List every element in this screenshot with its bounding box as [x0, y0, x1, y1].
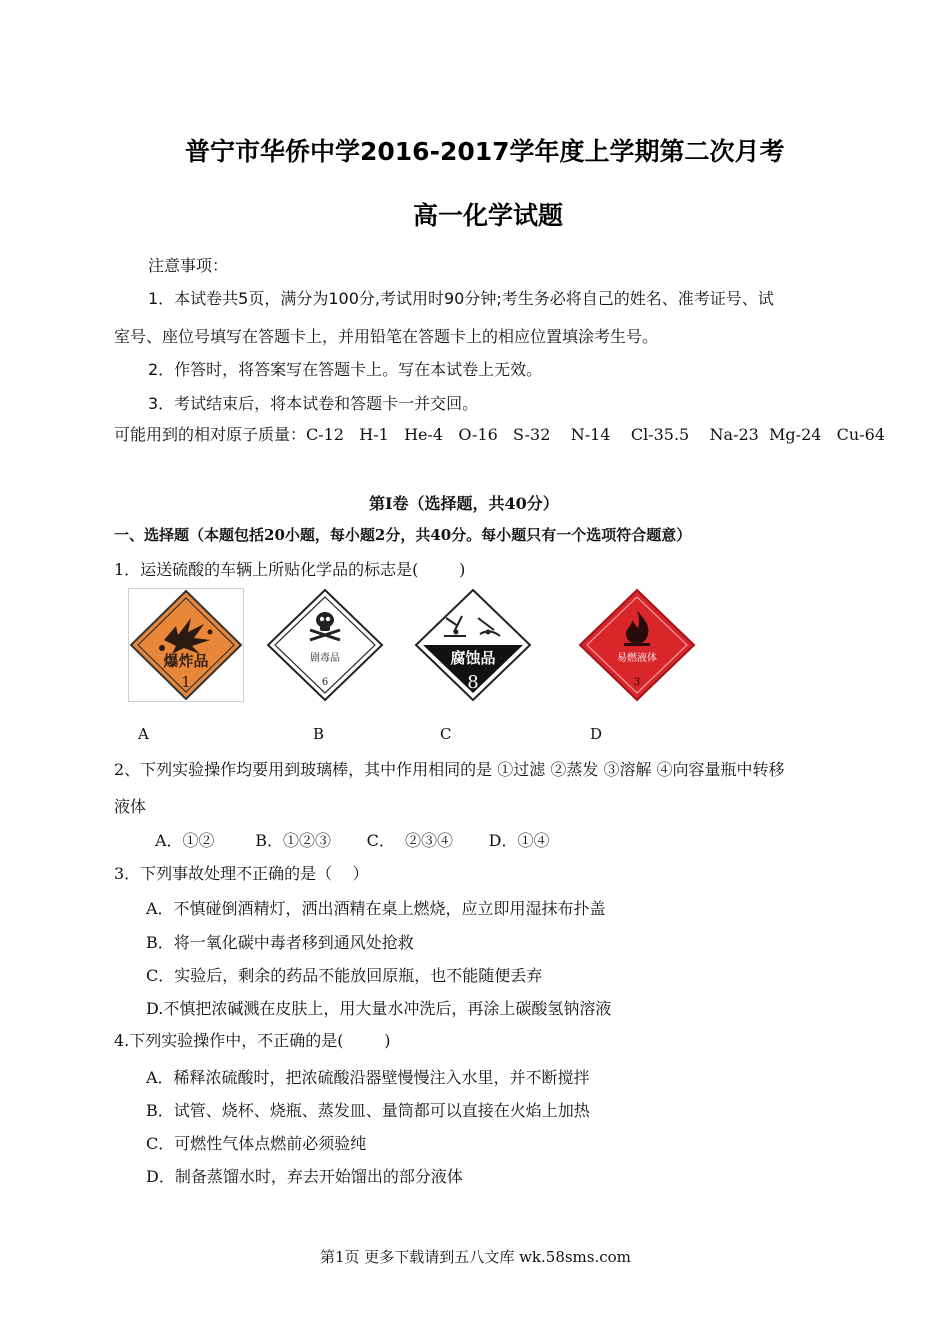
- sign-a-number: 1: [181, 673, 191, 691]
- sign-a-text: 爆炸品: [163, 652, 209, 670]
- question-3-option-a: A．不慎碰倒酒精灯，洒出酒精在桌上燃烧，应立即用湿抹布扑盖: [146, 899, 606, 918]
- notice-heading: 注意事项：: [148, 256, 229, 275]
- notice-item-1-cont: 室号、座位号填写在答题卡上，并用铅笔在答题卡上的相应位置填涂考生号。: [114, 327, 659, 346]
- volume-title: 第Ⅰ卷（选择题，共40分）: [369, 494, 559, 513]
- sign-c-text: 腐蚀品: [450, 649, 496, 667]
- question-4-stem: 4.下列实验操作中，不正确的是( ): [114, 1031, 391, 1050]
- hazard-sign-toxic: [266, 588, 384, 702]
- sign-d-text: 易燃液体: [617, 653, 657, 664]
- question-4-option-d: D．制备蒸馏水时，弃去开始馏出的部分液体: [146, 1167, 463, 1186]
- page-footer: 第1页 更多下载请到五八文库 wk.58sms.com: [320, 1248, 631, 1266]
- question-3-option-c: C．实验后，剩余的药品不能放回原瓶，也不能随便丢弃: [146, 966, 543, 985]
- hazard-sign-corrosive: [414, 588, 532, 702]
- hazard-sign-explosive: [128, 588, 244, 702]
- sign-label-d: D: [590, 725, 603, 743]
- question-2-stem: 2、下列实验操作均要用到玻璃棒，其中作用相同的是 ①过滤 ②蒸发 ③溶解 ④向容量瓶中转移: [114, 760, 785, 779]
- sign-d-number: 3: [633, 677, 641, 688]
- sign-label-b: B: [313, 725, 325, 743]
- sign-c-number: 8: [467, 672, 479, 693]
- question-1-stem: 1．运送硫酸的车辆上所贴化学品的标志是( ): [114, 560, 466, 579]
- hazard-sign-flammable: [578, 588, 696, 702]
- notice-item-1: 1．本试卷共5页，满分为100分,考试用时90分钟;考生务必将自己的姓名、准考证号、试: [148, 289, 774, 308]
- question-4-option-c: C．可燃性气体点燃前必须验纯: [146, 1134, 367, 1153]
- sign-label-a: A: [138, 725, 149, 743]
- question-2-options: A．①② B．①②③ C． ②③④ D．①④: [155, 831, 550, 850]
- sign-label-c: C: [440, 725, 452, 743]
- question-4-option-a: A．稀释浓硫酸时，把浓硫酸沿器壁慢慢注入水里，并不断搅拌: [146, 1068, 590, 1087]
- page-subtitle: 高一化学试题: [413, 201, 564, 230]
- part-title: 一、选择题（本题包括20小题，每小题2分，共40分。每小题只有一个选项符合题意）: [114, 526, 692, 544]
- question-3-stem: 3．下列事故处理不正确的是（ ）: [114, 864, 369, 883]
- notice-item-3: 3．考试结束后，将本试卷和答题卡一并交回。: [148, 394, 479, 413]
- page-title: 普宁市华侨中学2016-2017学年度上学期第二次月考: [185, 137, 785, 166]
- atomic-masses: 可能用到的相对原子质量：C-12 H-1 He-4 O-16 S-32 N-14 Cl-35.5 Na-23 Mg-24 Cu-64: [114, 425, 885, 444]
- notice-item-2: 2．作答时，将答案写在答题卡上。写在本试卷上无效。: [148, 360, 543, 379]
- sign-b-number: 6: [321, 677, 329, 688]
- question-2-stem-cont: 液体: [114, 797, 147, 816]
- question-3-option-d: D.不慎把浓碱溅在皮肤上，用大量水冲洗后，再涂上碳酸氢钠溶液: [146, 999, 612, 1018]
- question-4-option-b: B．试管、烧杯、烧瓶、蒸发皿、量筒都可以直接在火焰上加热: [146, 1101, 590, 1120]
- question-3-option-b: B．将一氧化碳中毒者移到通风处抢救: [146, 933, 414, 952]
- sign-b-text: 剧毒品: [310, 653, 340, 664]
